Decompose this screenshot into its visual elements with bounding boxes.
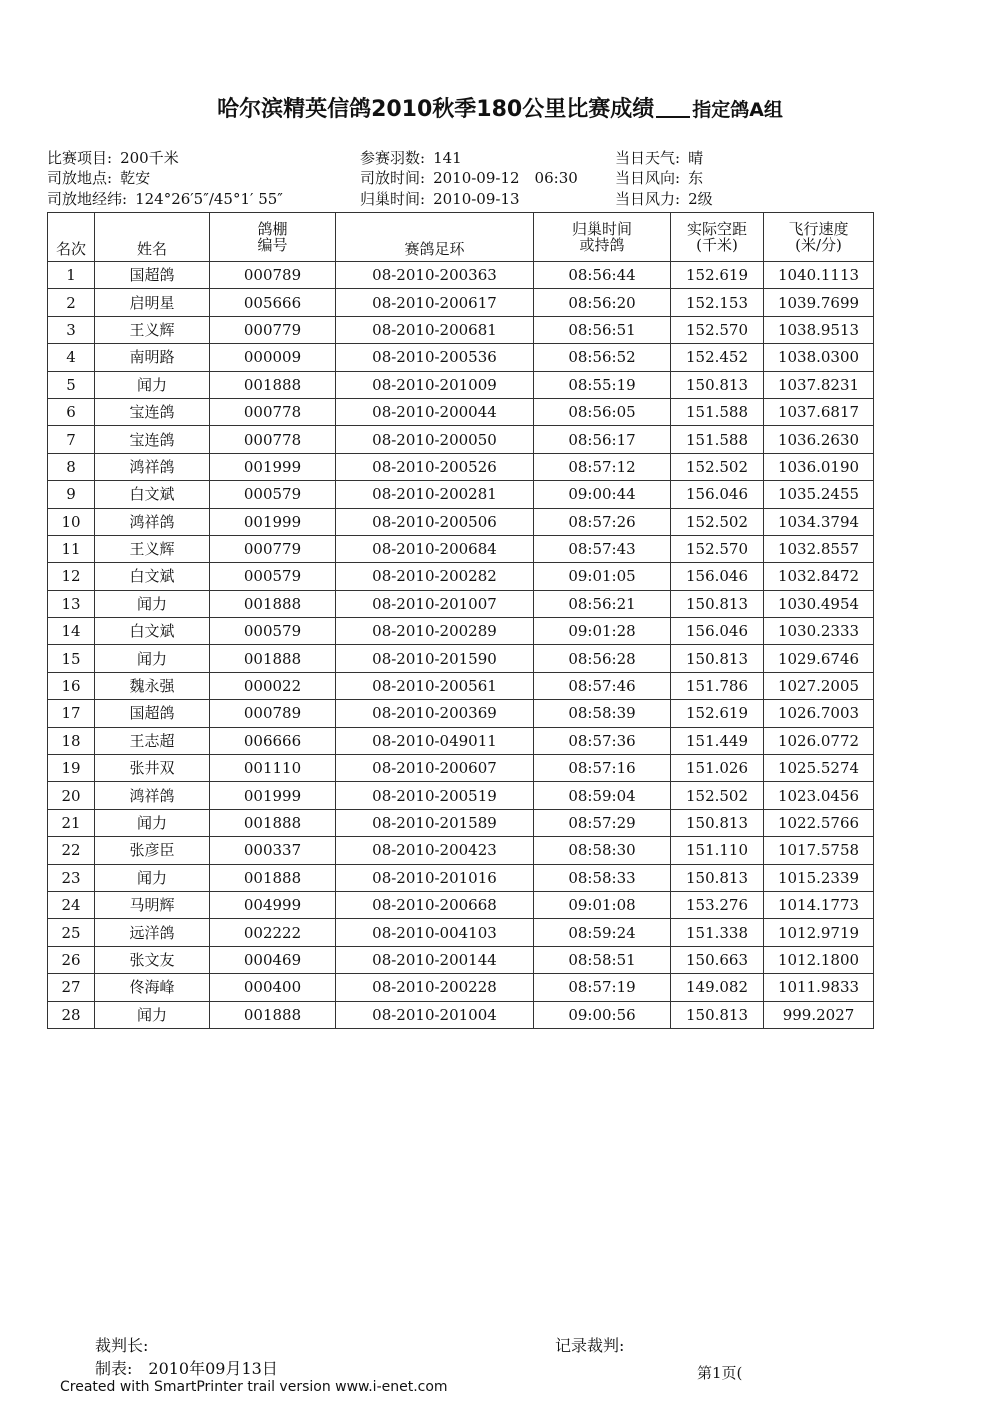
table-row <box>48 919 874 946</box>
cell-time: 08:58:39 <box>534 700 671 727</box>
cell-ring: 08-2010-200289 <box>336 618 534 645</box>
cell-name: 闻力 <box>95 864 210 891</box>
footer-chief-judge: 裁判长: <box>95 1336 149 1355</box>
cell-loft: 002222 <box>210 919 336 946</box>
header-time: 归巢时间 或持鸽 <box>534 213 671 262</box>
cell-time: 08:55:19 <box>534 371 671 398</box>
cell-loft: 000579 <box>210 563 336 590</box>
info-wind-force: 当日风力: 2级 <box>615 190 713 208</box>
cell-speed: 1014.1773 <box>764 891 874 918</box>
table-row <box>48 974 874 1001</box>
cell-rank: 4 <box>48 344 95 371</box>
cell-rank: 3 <box>48 316 95 343</box>
cell-ring: 08-2010-200369 <box>336 700 534 727</box>
cell-rank: 13 <box>48 590 95 617</box>
cell-time: 08:56:51 <box>534 316 671 343</box>
cell-name: 闻力 <box>95 1001 210 1028</box>
cell-speed: 1012.1800 <box>764 946 874 973</box>
cell-distance: 150.813 <box>671 371 764 398</box>
cell-name: 南明路 <box>95 344 210 371</box>
info-coords: 司放地经纬: 124°26′5″/45°1′ 55″ <box>47 190 283 208</box>
table-row <box>48 645 874 672</box>
cell-time: 09:01:05 <box>534 563 671 590</box>
cell-time: 08:58:33 <box>534 864 671 891</box>
table-row <box>48 809 874 836</box>
cell-time: 08:57:46 <box>534 672 671 699</box>
cell-distance: 152.619 <box>671 262 764 289</box>
cell-name: 闻力 <box>95 645 210 672</box>
cell-loft: 000779 <box>210 316 336 343</box>
cell-name: 马明辉 <box>95 891 210 918</box>
cell-distance: 152.619 <box>671 700 764 727</box>
cell-speed: 1011.9833 <box>764 974 874 1001</box>
cell-ring: 08-2010-200617 <box>336 289 534 316</box>
cell-name: 张彦臣 <box>95 837 210 864</box>
cell-loft: 000009 <box>210 344 336 371</box>
cell-name: 闻力 <box>95 809 210 836</box>
cell-rank: 27 <box>48 974 95 1001</box>
cell-loft: 001999 <box>210 453 336 480</box>
cell-loft: 001888 <box>210 590 336 617</box>
cell-rank: 23 <box>48 864 95 891</box>
cell-speed: 1029.6746 <box>764 645 874 672</box>
cell-distance: 156.046 <box>671 563 764 590</box>
cell-name: 鸿祥鸽 <box>95 508 210 535</box>
cell-rank: 20 <box>48 782 95 809</box>
cell-time: 08:59:24 <box>534 919 671 946</box>
table-row <box>48 535 874 562</box>
info-weather: 当日天气: 晴 <box>615 149 704 167</box>
info-return: 归巢时间: 2010-09-13 <box>360 190 520 208</box>
cell-name: 王义辉 <box>95 535 210 562</box>
results-body <box>48 262 874 1029</box>
table-row <box>48 316 874 343</box>
cell-speed: 1032.8557 <box>764 535 874 562</box>
cell-speed: 1017.5758 <box>764 837 874 864</box>
cell-rank: 16 <box>48 672 95 699</box>
cell-rank: 7 <box>48 426 95 453</box>
footer-page: 第1页( <box>697 1364 743 1382</box>
cell-ring: 08-2010-201590 <box>336 645 534 672</box>
cell-ring: 08-2010-200519 <box>336 782 534 809</box>
cell-time: 08:56:20 <box>534 289 671 316</box>
cell-loft: 000400 <box>210 974 336 1001</box>
cell-rank: 6 <box>48 398 95 425</box>
cell-distance: 152.502 <box>671 508 764 535</box>
cell-time: 08:56:44 <box>534 262 671 289</box>
table-row <box>48 398 874 425</box>
cell-distance: 152.502 <box>671 453 764 480</box>
cell-time: 08:58:51 <box>534 946 671 973</box>
cell-rank: 10 <box>48 508 95 535</box>
table-row <box>48 590 874 617</box>
header-rank: 名次 <box>48 213 95 262</box>
cell-distance: 150.813 <box>671 809 764 836</box>
table-row <box>48 453 874 480</box>
cell-name: 鸿祥鸽 <box>95 782 210 809</box>
header-distance: 实际空距 (千米) <box>671 213 764 262</box>
table-row <box>48 426 874 453</box>
table-row <box>48 563 874 590</box>
table-row <box>48 755 874 782</box>
cell-loft: 001888 <box>210 371 336 398</box>
info-event: 比赛项目: 200千米 <box>47 149 179 167</box>
cell-rank: 1 <box>48 262 95 289</box>
cell-rank: 21 <box>48 809 95 836</box>
table-row <box>48 946 874 973</box>
cell-ring: 08-2010-201589 <box>336 809 534 836</box>
cell-rank: 18 <box>48 727 95 754</box>
info-release: 司放时间: 2010-09-12 06:30 <box>360 169 578 187</box>
cell-distance: 150.813 <box>671 590 764 617</box>
cell-distance: 150.813 <box>671 645 764 672</box>
cell-rank: 9 <box>48 481 95 508</box>
cell-distance: 151.338 <box>671 919 764 946</box>
cell-ring: 08-2010-200282 <box>336 563 534 590</box>
cell-rank: 17 <box>48 700 95 727</box>
cell-name: 白文斌 <box>95 481 210 508</box>
cell-name: 佟海峰 <box>95 974 210 1001</box>
cell-name: 张文友 <box>95 946 210 973</box>
cell-ring: 08-2010-200607 <box>336 755 534 782</box>
cell-speed: 1023.0456 <box>764 782 874 809</box>
cell-ring: 08-2010-200050 <box>336 426 534 453</box>
cell-name: 王义辉 <box>95 316 210 343</box>
cell-time: 08:57:43 <box>534 535 671 562</box>
cell-speed: 1027.2005 <box>764 672 874 699</box>
footer-recorder: 记录裁判: <box>555 1336 625 1355</box>
cell-time: 08:57:29 <box>534 809 671 836</box>
cell-loft: 000469 <box>210 946 336 973</box>
header-loft: 鸽棚 编号 <box>210 213 336 262</box>
cell-distance: 152.452 <box>671 344 764 371</box>
cell-time: 09:00:56 <box>534 1001 671 1028</box>
cell-time: 08:56:21 <box>534 590 671 617</box>
cell-loft: 000778 <box>210 398 336 425</box>
cell-time: 08:56:17 <box>534 426 671 453</box>
table-row <box>48 481 874 508</box>
cell-name: 远洋鸽 <box>95 919 210 946</box>
cell-distance: 151.449 <box>671 727 764 754</box>
cell-ring: 08-2010-200526 <box>336 453 534 480</box>
cell-ring: 08-2010-200561 <box>336 672 534 699</box>
cell-rank: 28 <box>48 1001 95 1028</box>
cell-time: 08:57:19 <box>534 974 671 1001</box>
cell-ring: 08-2010-200423 <box>336 837 534 864</box>
cell-speed: 1038.0300 <box>764 344 874 371</box>
cell-distance: 156.046 <box>671 618 764 645</box>
cell-distance: 150.663 <box>671 946 764 973</box>
table-row <box>48 727 874 754</box>
cell-name: 魏永强 <box>95 672 210 699</box>
cell-loft: 000022 <box>210 672 336 699</box>
cell-time: 08:56:05 <box>534 398 671 425</box>
cell-distance: 150.813 <box>671 1001 764 1028</box>
cell-speed: 1036.2630 <box>764 426 874 453</box>
cell-ring: 08-2010-200506 <box>336 508 534 535</box>
cell-rank: 25 <box>48 919 95 946</box>
table-row <box>48 864 874 891</box>
cell-ring: 08-2010-049011 <box>336 727 534 754</box>
cell-speed: 1030.2333 <box>764 618 874 645</box>
cell-loft: 006666 <box>210 727 336 754</box>
results-table <box>47 212 874 1029</box>
cell-speed: 999.2027 <box>764 1001 874 1028</box>
cell-time: 08:57:26 <box>534 508 671 535</box>
cell-name: 宝连鸽 <box>95 426 210 453</box>
cell-rank: 11 <box>48 535 95 562</box>
cell-distance: 152.570 <box>671 316 764 343</box>
cell-time: 08:56:28 <box>534 645 671 672</box>
cell-loft: 001888 <box>210 809 336 836</box>
cell-name: 鸿祥鸽 <box>95 453 210 480</box>
cell-time: 08:59:04 <box>534 782 671 809</box>
cell-loft: 000789 <box>210 262 336 289</box>
header-ring: 赛鸽足环 <box>336 213 534 262</box>
cell-speed: 1037.8231 <box>764 371 874 398</box>
cell-speed: 1039.7699 <box>764 289 874 316</box>
cell-speed: 1012.9719 <box>764 919 874 946</box>
cell-speed: 1022.5766 <box>764 809 874 836</box>
cell-ring: 08-2010-200228 <box>336 974 534 1001</box>
title-main: 哈尔滨精英信鸽2010秋季180公里比赛成绩 <box>217 97 655 122</box>
cell-speed: 1040.1113 <box>764 262 874 289</box>
cell-loft: 000789 <box>210 700 336 727</box>
table-row <box>48 344 874 371</box>
cell-distance: 156.046 <box>671 481 764 508</box>
cell-distance: 151.588 <box>671 426 764 453</box>
table-row <box>48 371 874 398</box>
cell-rank: 19 <box>48 755 95 782</box>
cell-speed: 1015.2339 <box>764 864 874 891</box>
cell-ring: 08-2010-200681 <box>336 316 534 343</box>
cell-speed: 1026.7003 <box>764 700 874 727</box>
table-row <box>48 508 874 535</box>
cell-distance: 151.026 <box>671 755 764 782</box>
cell-time: 09:00:44 <box>534 481 671 508</box>
cell-time: 09:01:28 <box>534 618 671 645</box>
table-row <box>48 262 874 289</box>
cell-speed: 1034.3794 <box>764 508 874 535</box>
cell-rank: 2 <box>48 289 95 316</box>
cell-distance: 152.570 <box>671 535 764 562</box>
cell-speed: 1025.5274 <box>764 755 874 782</box>
cell-name: 闻力 <box>95 371 210 398</box>
cell-ring: 08-2010-201016 <box>336 864 534 891</box>
info-wind-direction: 当日风向: 东 <box>615 169 704 187</box>
cell-ring: 08-2010-200144 <box>336 946 534 973</box>
cell-ring: 08-2010-200363 <box>336 262 534 289</box>
cell-name: 启明星 <box>95 289 210 316</box>
table-row <box>48 782 874 809</box>
cell-name: 白文斌 <box>95 563 210 590</box>
cell-name: 白文斌 <box>95 618 210 645</box>
table-row <box>48 837 874 864</box>
cell-loft: 000778 <box>210 426 336 453</box>
table-row <box>48 672 874 699</box>
cell-name: 国超鸽 <box>95 262 210 289</box>
cell-loft: 000779 <box>210 535 336 562</box>
cell-ring: 08-2010-200281 <box>336 481 534 508</box>
cell-name: 国超鸽 <box>95 700 210 727</box>
cell-loft: 005666 <box>210 289 336 316</box>
table-row <box>48 289 874 316</box>
info-site: 司放地点: 乾安 <box>47 169 151 187</box>
cell-distance: 152.153 <box>671 289 764 316</box>
footer-credit: Created with SmartPrinter trail version www.i-enet.com <box>60 1379 448 1395</box>
footer-made-by: 制表: 2010年09月13日 <box>95 1359 278 1378</box>
cell-time: 08:57:36 <box>534 727 671 754</box>
cell-speed: 1038.9513 <box>764 316 874 343</box>
title-underline <box>656 116 690 118</box>
table-row <box>48 1001 874 1028</box>
table-row <box>48 891 874 918</box>
cell-loft: 001999 <box>210 508 336 535</box>
cell-speed: 1035.2455 <box>764 481 874 508</box>
cell-time: 08:57:16 <box>534 755 671 782</box>
cell-loft: 000579 <box>210 481 336 508</box>
cell-time: 09:01:08 <box>534 891 671 918</box>
table-row <box>48 700 874 727</box>
cell-rank: 15 <box>48 645 95 672</box>
cell-speed: 1032.8472 <box>764 563 874 590</box>
cell-loft: 001888 <box>210 864 336 891</box>
cell-ring: 08-2010-201009 <box>336 371 534 398</box>
cell-speed: 1037.6817 <box>764 398 874 425</box>
cell-ring: 08-2010-201007 <box>336 590 534 617</box>
cell-ring: 08-2010-200684 <box>336 535 534 562</box>
title-group: 指定鸽A组 <box>692 99 783 121</box>
cell-rank: 8 <box>48 453 95 480</box>
page-title <box>0 92 1000 123</box>
cell-name: 闻力 <box>95 590 210 617</box>
cell-distance: 151.588 <box>671 398 764 425</box>
cell-loft: 004999 <box>210 891 336 918</box>
cell-distance: 152.502 <box>671 782 764 809</box>
cell-name: 宝连鸽 <box>95 398 210 425</box>
cell-distance: 151.110 <box>671 837 764 864</box>
cell-loft: 001888 <box>210 645 336 672</box>
cell-rank: 5 <box>48 371 95 398</box>
cell-ring: 08-2010-200044 <box>336 398 534 425</box>
cell-rank: 14 <box>48 618 95 645</box>
cell-loft: 001888 <box>210 1001 336 1028</box>
cell-name: 张井双 <box>95 755 210 782</box>
cell-name: 王志超 <box>95 727 210 754</box>
cell-time: 08:56:52 <box>534 344 671 371</box>
cell-speed: 1036.0190 <box>764 453 874 480</box>
cell-distance: 153.276 <box>671 891 764 918</box>
cell-ring: 08-2010-201004 <box>336 1001 534 1028</box>
cell-rank: 24 <box>48 891 95 918</box>
table-row <box>48 618 874 645</box>
cell-ring: 08-2010-200536 <box>336 344 534 371</box>
cell-time: 08:58:30 <box>534 837 671 864</box>
cell-ring: 08-2010-200668 <box>336 891 534 918</box>
cell-distance: 149.082 <box>671 974 764 1001</box>
cell-rank: 22 <box>48 837 95 864</box>
cell-distance: 151.786 <box>671 672 764 699</box>
cell-loft: 001999 <box>210 782 336 809</box>
cell-loft: 000579 <box>210 618 336 645</box>
cell-distance: 150.813 <box>671 864 764 891</box>
cell-rank: 26 <box>48 946 95 973</box>
cell-ring: 08-2010-004103 <box>336 919 534 946</box>
table-header-row <box>48 213 874 262</box>
cell-rank: 12 <box>48 563 95 590</box>
header-name: 姓名 <box>95 213 210 262</box>
info-count: 参赛羽数: 141 <box>360 149 462 167</box>
cell-loft: 001110 <box>210 755 336 782</box>
cell-time: 08:57:12 <box>534 453 671 480</box>
cell-speed: 1026.0772 <box>764 727 874 754</box>
header-speed: 飞行速度 (米/分) <box>764 213 874 262</box>
cell-speed: 1030.4954 <box>764 590 874 617</box>
cell-loft: 000337 <box>210 837 336 864</box>
